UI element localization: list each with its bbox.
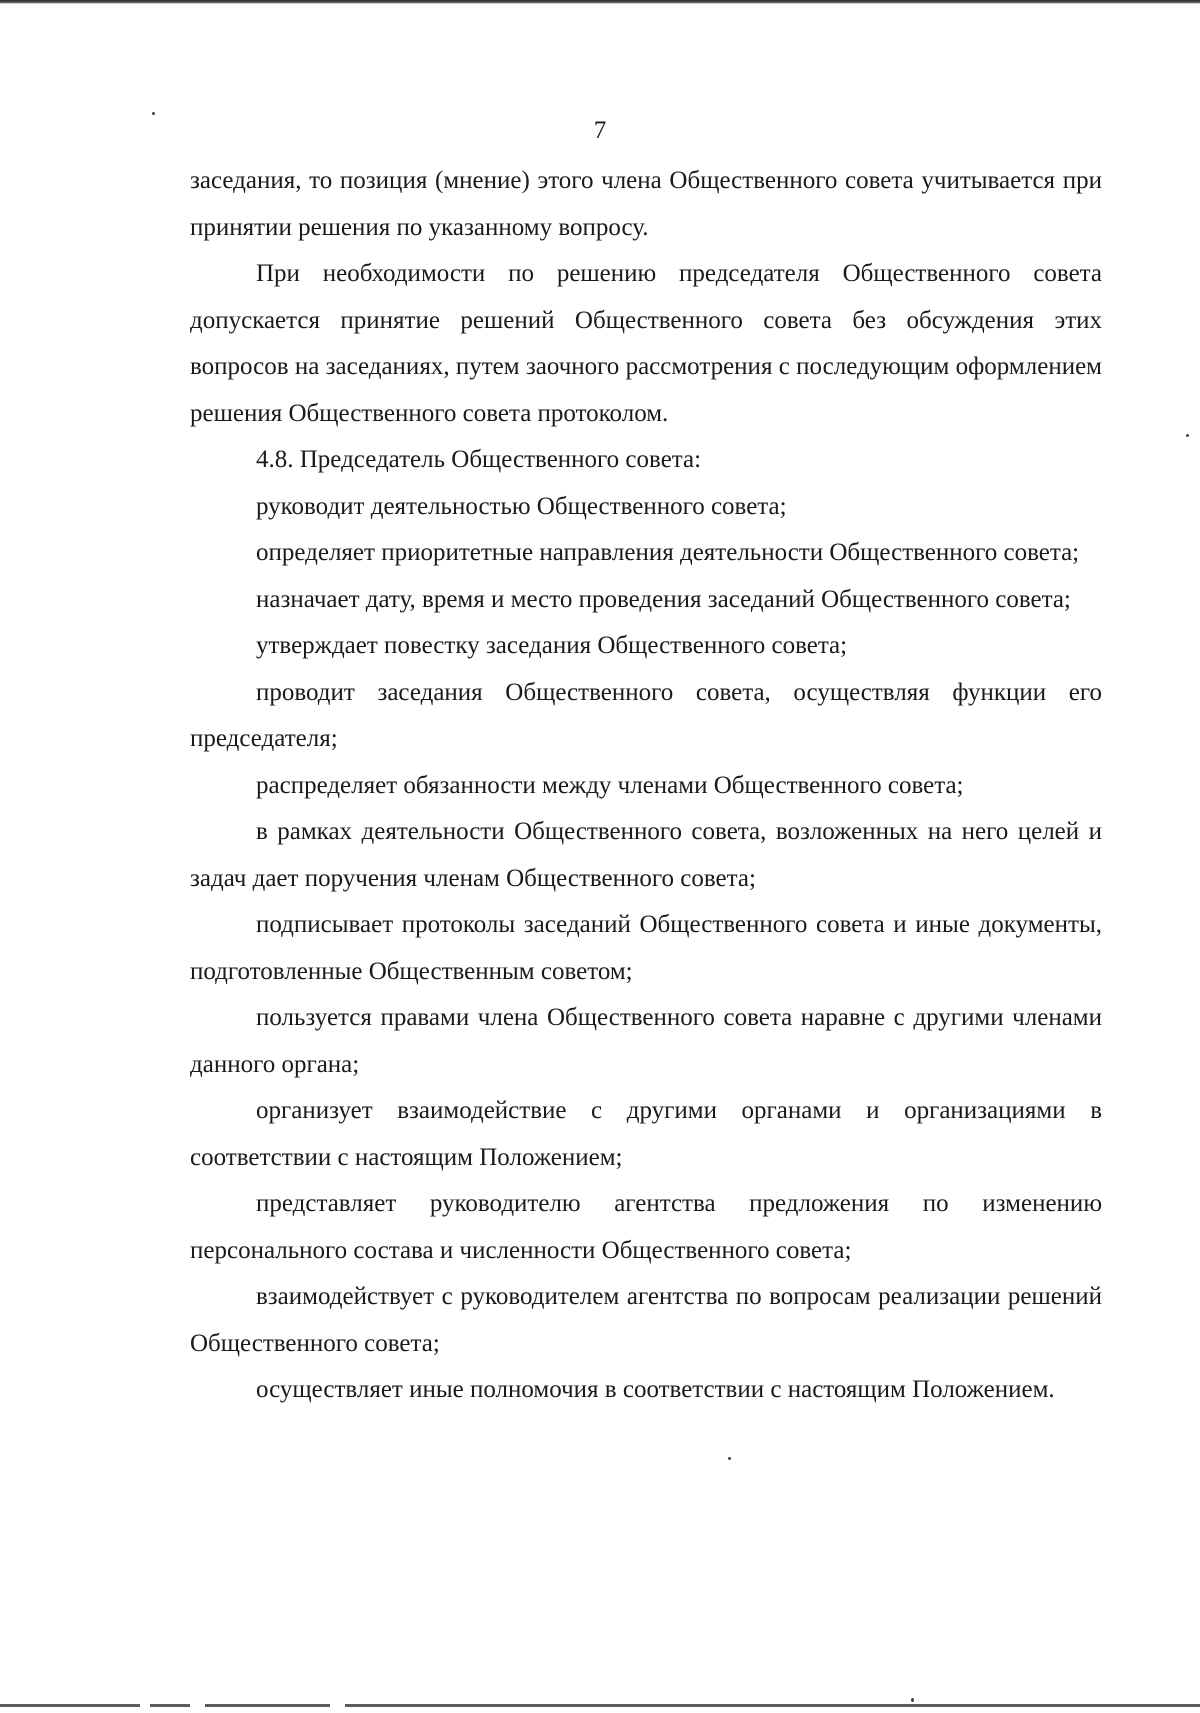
list-item: распределяет обязанности между членами Общественного совета; [256, 771, 964, 799]
list-item: осуществляет иные полномочия в соответствии с настоящим Положением. [256, 1376, 1055, 1403]
list-item: в рамках деятельности Общественного совета, возложенных на него целей и задач дает поручения членам Общественного совета; [190, 818, 1102, 892]
list-item: руководит деятельностью Общественного совета; [256, 492, 787, 520]
list-item: представляет руководителю агентства предложения по изменению персонального состава и численности Общественного совета; [190, 1190, 1102, 1264]
scan-speck [728, 1457, 731, 1460]
section-heading: 4.8. Председатель Общественного совета: [256, 446, 702, 473]
list-item: определяет приоритетные направления деятельности Общественного совета; [256, 539, 1080, 566]
list-item: взаимодействует с руководителем агентства по вопросам реализации решений Общественного совета; [190, 1283, 1102, 1357]
list-item: утверждает повестку заседания Общественного совета; [256, 632, 848, 659]
page-number: 7 [593, 117, 607, 144]
paragraph: При необходимости по решению председателя Общественного совета допускается принятие решений Общественного совета без обсуждения этих вопросов на заседаниях, путем заочного рассмотрения с последующим оформлением решения Общественного совета протоколом. [190, 260, 1102, 427]
scan-speck [1186, 434, 1189, 437]
paragraph: заседания, то позиция (мнение) этого члена Общественного совета учитывается при принятии решения по указанному вопросу. [190, 167, 1102, 241]
list-item: проводит заседания Общественного совета, осуществляя функции его председателя; [190, 678, 1102, 752]
list-item: организует взаимодействие с другими органами и организациями в соответствии с настоящим Положением; [190, 1097, 1102, 1171]
list-item: пользуется правами члена Общественного совета наравне с другими членами данного органа; [190, 1004, 1102, 1078]
scan-bottom-edge [0, 1704, 1200, 1707]
document-body [190, 158, 1102, 1414]
scan-speck [152, 112, 155, 115]
scan-speck [911, 1698, 914, 1702]
list-item: подписывает протоколы заседаний Общественного совета и иные документы, подготовленные Общественным советом; [190, 911, 1102, 985]
scan-top-edge [0, 0, 1200, 4]
list-item: назначает дату, время и место проведения заседаний Общественного совета; [256, 585, 1071, 613]
